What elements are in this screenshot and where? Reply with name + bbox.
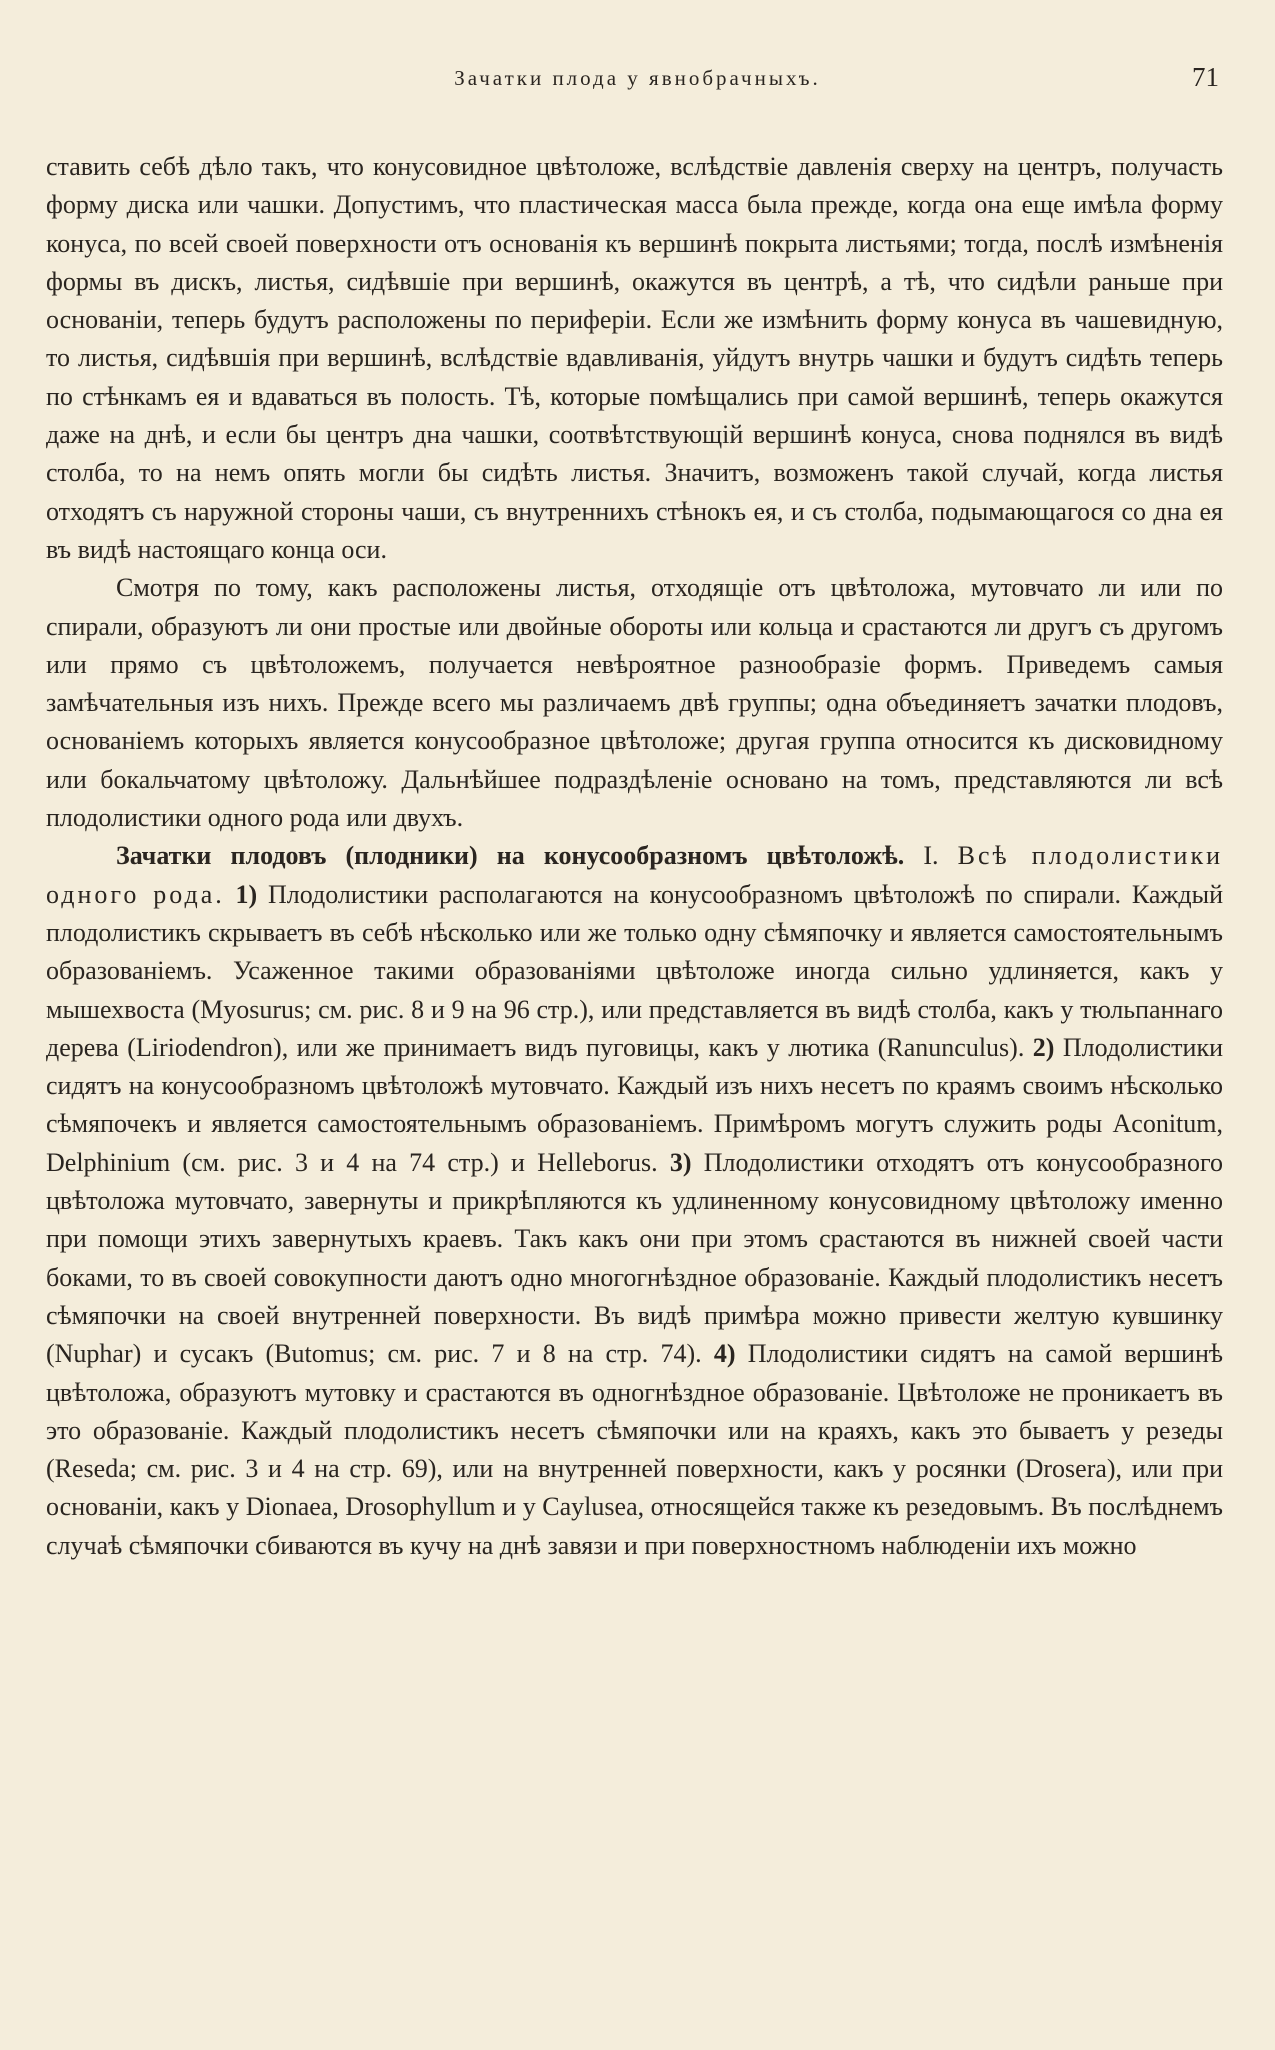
running-head: [0, 62, 1275, 100]
page-number: 71: [1192, 62, 1219, 92]
paragraph-3: [46, 837, 1223, 1565]
item-text-1: Плодолистики располагаются на конусообразномъ цвѣтоложѣ по спирали. Каждый плодолистикъ скрываетъ въ себѣ нѣсколько или же только одну сѣмяпочку и является самостоятельнымъ образованіемъ. Усаженное такими образованіями цвѣтоложе иногда сильно удлиняется, какъ у мышехвоста (Myosurus; см. рис. 8 и 9 на 96 стр.), или представляется въ видѣ столба, какъ у тюльпаннаго дерева (Liriodendron), или же принимаетъ видъ пуговицы, какъ у лютика (Ranunculus).: [46, 879, 1223, 1062]
paragraph-2: Смотря по тому, какъ расположены листья, отходящіе отъ цвѣтоложа, мутовчато ли или по спирали, образуютъ ли они простые или двойные обороты или кольца и срастаются ли другъ съ другомъ или прямо съ цвѣтоложемъ, получается невѣроятное разнообразіе формъ. Приведемъ самыя замѣчательныя изъ нихъ. Прежде всего мы различаемъ двѣ группы; одна объединяетъ зачатки плодовъ, основаніемъ которыхъ является конусообразное цвѣтоложе; другая группа относится къ дисковидному или бокальчатому цвѣтоложу. Дальнѣйшее подраздѣленіе основано на томъ, представляются ли всѣ плодолистики одного рода или двухъ.: [46, 573, 1223, 833]
roman-numeral: I.: [904, 841, 958, 871]
item-number-3: 3): [657, 1147, 692, 1177]
item-text-3: Плодолистики отходятъ отъ конусообразного цвѣтоложа мутовчато, завернуты и прикрѣпляются къ удлиненному конусовидному цвѣтоложу именно при помощи этихъ завернутыхъ краевъ. Такъ какъ они при этомъ срастаются въ нижней своей части боками, то въ своей совокупности даютъ одно многогнѣздное образованіе. Каждый плодолистикъ несетъ сѣмяпочки на своей внутренней поверхности. Въ видѣ примѣра можно привести желтую кувшинку (Nuphar) и сусакъ (Butomus; см. рис. 7 и 8 на стр. 74).: [46, 1147, 1223, 1369]
item-number-4: 4): [701, 1339, 736, 1369]
item-text-2: Плодолистики сидятъ на конусообразномъ цвѣтоложѣ мутовчато. Каждый изъ нихъ несетъ по краямъ своимъ нѣсколько сѣмяпочекъ и является самостоятельнымъ образованіемъ. Примѣромъ могутъ служить роды Aconitum, Delphinium (см. рис. 3 и 4 на 74 стр.) и Helleborus.: [46, 1032, 1223, 1177]
spaced-subheading: Всѣ плодолистики одного рода.: [46, 841, 1223, 909]
section-heading: Зачатки плодовъ (плодники) на конусообразномъ цвѣтоложѣ.: [116, 841, 905, 871]
item-number-2: 2): [1024, 1032, 1055, 1062]
paragraph-1: ставить себѣ дѣло такъ, что конусовидное цвѣтоложе, вслѣдствіе давленія сверху на центръ, получасть форму диска или чашки. Допустимъ, что пластическая масса была прежде, когда она еще имѣла форму конуса, по всей своей поверхности отъ основанія къ вершинѣ покрыта листьями; тогда, послѣ измѣненія формы въ дискъ, листья, сидѣвшіе при вершинѣ, окажутся въ центрѣ, а тѣ, что сидѣли раньше при основаніи, теперь будутъ расположены по периферіи. Если же измѣнить форму конуса въ чашевидную, то листья, сидѣвшія при вершинѣ, вслѣдствіе вдавливанія, уйдутъ внутрь чашки и будутъ сидѣть теперь по стѣнкамъ ея и вдаваться въ полость. Тѣ, которые помѣщались при самой вершинѣ, теперь окажутся даже на днѣ, и если бы центръ дна чашки, соотвѣтствующій вершинѣ конуса, снова поднялся въ видѣ столба, то на немъ опять могли бы сидѣть листья. Значитъ, возможенъ такой случай, когда листья отходятъ съ наружной стороны чаши, съ внутреннихъ стѣнокъ ея, и съ столба, подымающагося со дна ея въ видѣ настоящаго конца оси.: [46, 152, 1223, 564]
body-text: [46, 148, 1223, 1565]
item-text-4: Плодолистики сидятъ на самой вершинѣ цвѣтоложа, образуютъ мутовку и срастаются въ одногнѣздное образованіе. Цвѣтоложе не проникаетъ въ это образованіе. Каждый плодолистикъ несетъ сѣмяпочки или на краяхъ, какъ это бываетъ у резеды (Reseda; см. рис. 3 и 4 на стр. 69), или на внутренней поверхности, какъ у росянки (Drosera), или при основаніи, какъ у Dionaea, Drosophyllum и у Caylusea, относящейся также къ резедовымъ. Въ послѣднемъ случаѣ сѣмяпочки сбиваются въ кучу на днѣ завязи и при поверхностномъ наблюденіи ихъ можно: [46, 1339, 1224, 1560]
running-title: Зачатки плода у явнобрачныхъ.: [454, 66, 821, 90]
item-number-1: 1): [224, 879, 258, 909]
